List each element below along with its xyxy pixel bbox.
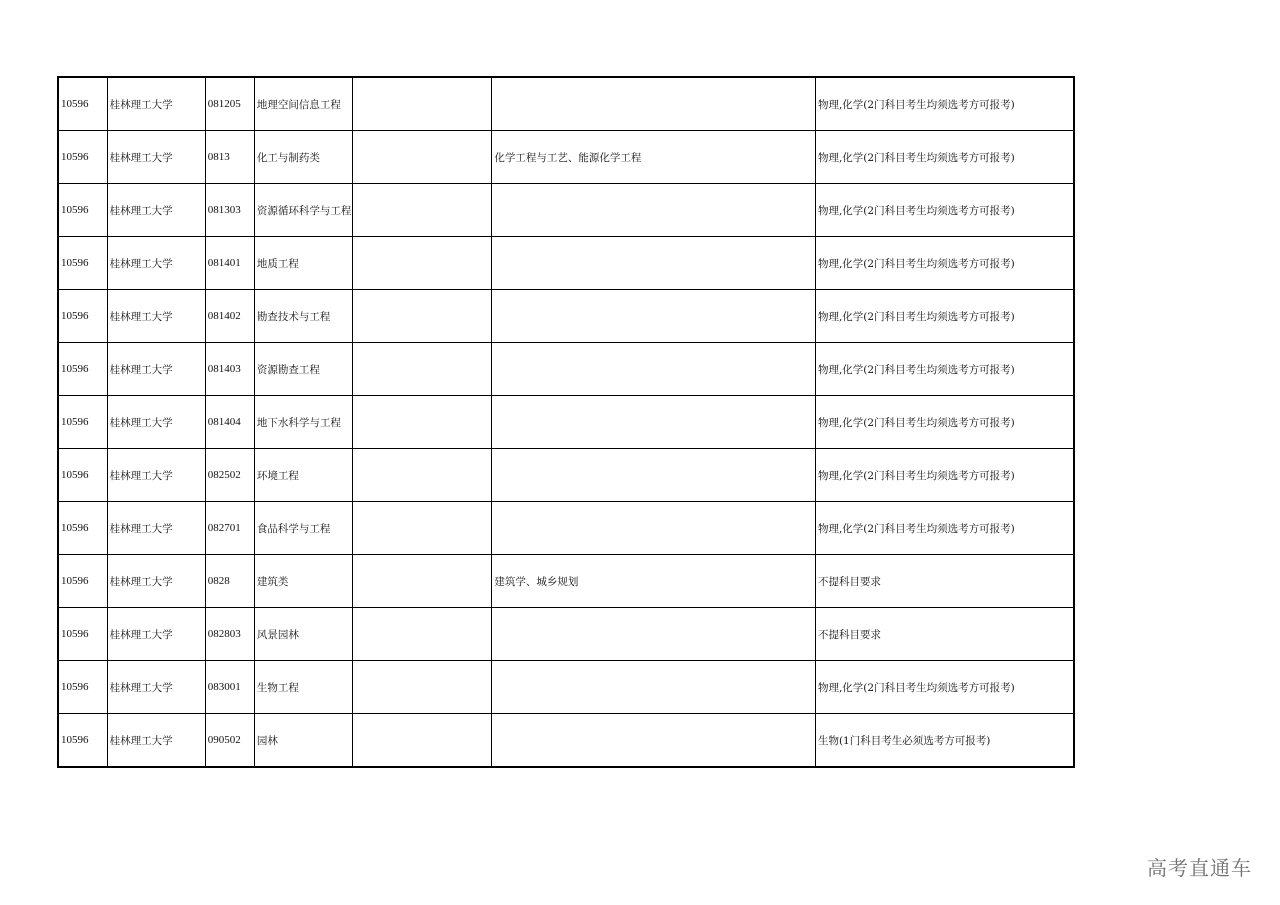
blank-cell	[353, 555, 492, 608]
table-row	[58, 396, 1074, 449]
subject-requirement-cell: 物理,化学(2门科目考生均须选考方可报考)	[815, 343, 1074, 396]
subject-requirement-cell: 物理,化学(2门科目考生均须选考方可报考)	[815, 502, 1074, 555]
subject-requirement-cell: 物理,化学(2门科目考生均须选考方可报考)	[815, 449, 1074, 502]
table-row	[58, 290, 1074, 343]
school-name-cell: 桂林理工大学	[107, 343, 205, 396]
major-name-cell: 勘查技术与工程	[254, 290, 352, 343]
school-name-cell: 桂林理工大学	[107, 184, 205, 237]
table-row	[58, 661, 1074, 714]
major-code-cell: 082803	[205, 608, 254, 661]
included-majors-cell	[492, 396, 816, 449]
school-name-cell: 桂林理工大学	[107, 77, 205, 131]
included-majors-cell	[492, 184, 816, 237]
major-name-cell: 资源循环科学与工程	[254, 184, 352, 237]
table-row	[58, 502, 1074, 555]
subject-requirement-cell: 不提科目要求	[815, 555, 1074, 608]
school-code-cell: 10596	[58, 237, 107, 290]
table-row	[58, 449, 1074, 502]
blank-cell	[353, 343, 492, 396]
major-code-cell: 081205	[205, 77, 254, 131]
major-code-cell: 081401	[205, 237, 254, 290]
table-row	[58, 714, 1074, 768]
blank-cell	[353, 290, 492, 343]
major-code-cell: 083001	[205, 661, 254, 714]
school-code-cell: 10596	[58, 131, 107, 184]
included-majors-cell	[492, 290, 816, 343]
school-name-cell: 桂林理工大学	[107, 290, 205, 343]
included-majors-cell	[492, 608, 816, 661]
major-name-cell: 园林	[254, 714, 352, 768]
blank-cell	[353, 449, 492, 502]
blank-cell	[353, 131, 492, 184]
major-name-cell: 地下水科学与工程	[254, 396, 352, 449]
blank-cell	[353, 77, 492, 131]
subject-requirement-cell: 物理,化学(2门科目考生均须选考方可报考)	[815, 396, 1074, 449]
blank-cell	[353, 396, 492, 449]
subject-requirement-cell: 生物(1门科目考生必须选考方可报考)	[815, 714, 1074, 768]
major-name-cell: 环境工程	[254, 449, 352, 502]
included-majors-cell	[492, 714, 816, 768]
subject-requirement-cell: 物理,化学(2门科目考生均须选考方可报考)	[815, 77, 1074, 131]
included-majors-cell	[492, 343, 816, 396]
blank-cell	[353, 661, 492, 714]
school-code-cell: 10596	[58, 77, 107, 131]
major-code-cell: 081403	[205, 343, 254, 396]
subject-requirement-cell: 物理,化学(2门科目考生均须选考方可报考)	[815, 237, 1074, 290]
major-name-cell: 地质工程	[254, 237, 352, 290]
school-name-cell: 桂林理工大学	[107, 661, 205, 714]
major-name-cell: 资源勘查工程	[254, 343, 352, 396]
school-name-cell: 桂林理工大学	[107, 555, 205, 608]
table-row	[58, 608, 1074, 661]
school-name-cell: 桂林理工大学	[107, 396, 205, 449]
major-name-cell: 建筑类	[254, 555, 352, 608]
major-code-cell: 090502	[205, 714, 254, 768]
blank-cell	[353, 502, 492, 555]
school-name-cell: 桂林理工大学	[107, 502, 205, 555]
major-name-cell: 食品科学与工程	[254, 502, 352, 555]
table-row	[58, 555, 1074, 608]
school-name-cell: 桂林理工大学	[107, 237, 205, 290]
table-row	[58, 77, 1074, 131]
school-code-cell: 10596	[58, 502, 107, 555]
major-code-cell: 082701	[205, 502, 254, 555]
included-majors-cell: 建筑学、城乡规划	[492, 555, 816, 608]
table-row	[58, 184, 1074, 237]
subject-requirement-cell: 不提科目要求	[815, 608, 1074, 661]
school-name-cell: 桂林理工大学	[107, 608, 205, 661]
school-name-cell: 桂林理工大学	[107, 714, 205, 768]
subject-requirement-cell: 物理,化学(2门科目考生均须选考方可报考)	[815, 131, 1074, 184]
table-row	[58, 131, 1074, 184]
school-code-cell: 10596	[58, 714, 107, 768]
school-name-cell: 桂林理工大学	[107, 449, 205, 502]
school-code-cell: 10596	[58, 661, 107, 714]
major-code-cell: 081404	[205, 396, 254, 449]
included-majors-cell	[492, 77, 816, 131]
major-name-cell: 化工与制药类	[254, 131, 352, 184]
subject-requirement-cell: 物理,化学(2门科目考生均须选考方可报考)	[815, 661, 1074, 714]
major-code-cell: 0813	[205, 131, 254, 184]
school-code-cell: 10596	[58, 449, 107, 502]
major-code-cell: 081303	[205, 184, 254, 237]
school-code-cell: 10596	[58, 608, 107, 661]
school-code-cell: 10596	[58, 184, 107, 237]
included-majors-cell	[492, 502, 816, 555]
subject-requirement-cell: 物理,化学(2门科目考生均须选考方可报考)	[815, 290, 1074, 343]
subject-requirement-table	[57, 76, 1075, 768]
included-majors-cell: 化学工程与工艺、能源化学工程	[492, 131, 816, 184]
subject-requirement-cell: 物理,化学(2门科目考生均须选考方可报考)	[815, 184, 1074, 237]
included-majors-cell	[492, 449, 816, 502]
major-code-cell: 081402	[205, 290, 254, 343]
major-name-cell: 地理空间信息工程	[254, 77, 352, 131]
blank-cell	[353, 714, 492, 768]
blank-cell	[353, 184, 492, 237]
school-name-cell: 桂林理工大学	[107, 131, 205, 184]
school-code-cell: 10596	[58, 396, 107, 449]
school-code-cell: 10596	[58, 343, 107, 396]
major-name-cell: 风景园林	[254, 608, 352, 661]
table-row	[58, 237, 1074, 290]
major-code-cell: 0828	[205, 555, 254, 608]
school-code-cell: 10596	[58, 555, 107, 608]
included-majors-cell	[492, 661, 816, 714]
included-majors-cell	[492, 237, 816, 290]
table-body	[58, 77, 1074, 767]
blank-cell	[353, 237, 492, 290]
watermark-text: 高考直通车	[1147, 856, 1252, 880]
blank-cell	[353, 608, 492, 661]
major-name-cell: 生物工程	[254, 661, 352, 714]
school-code-cell: 10596	[58, 290, 107, 343]
table-row	[58, 343, 1074, 396]
major-code-cell: 082502	[205, 449, 254, 502]
